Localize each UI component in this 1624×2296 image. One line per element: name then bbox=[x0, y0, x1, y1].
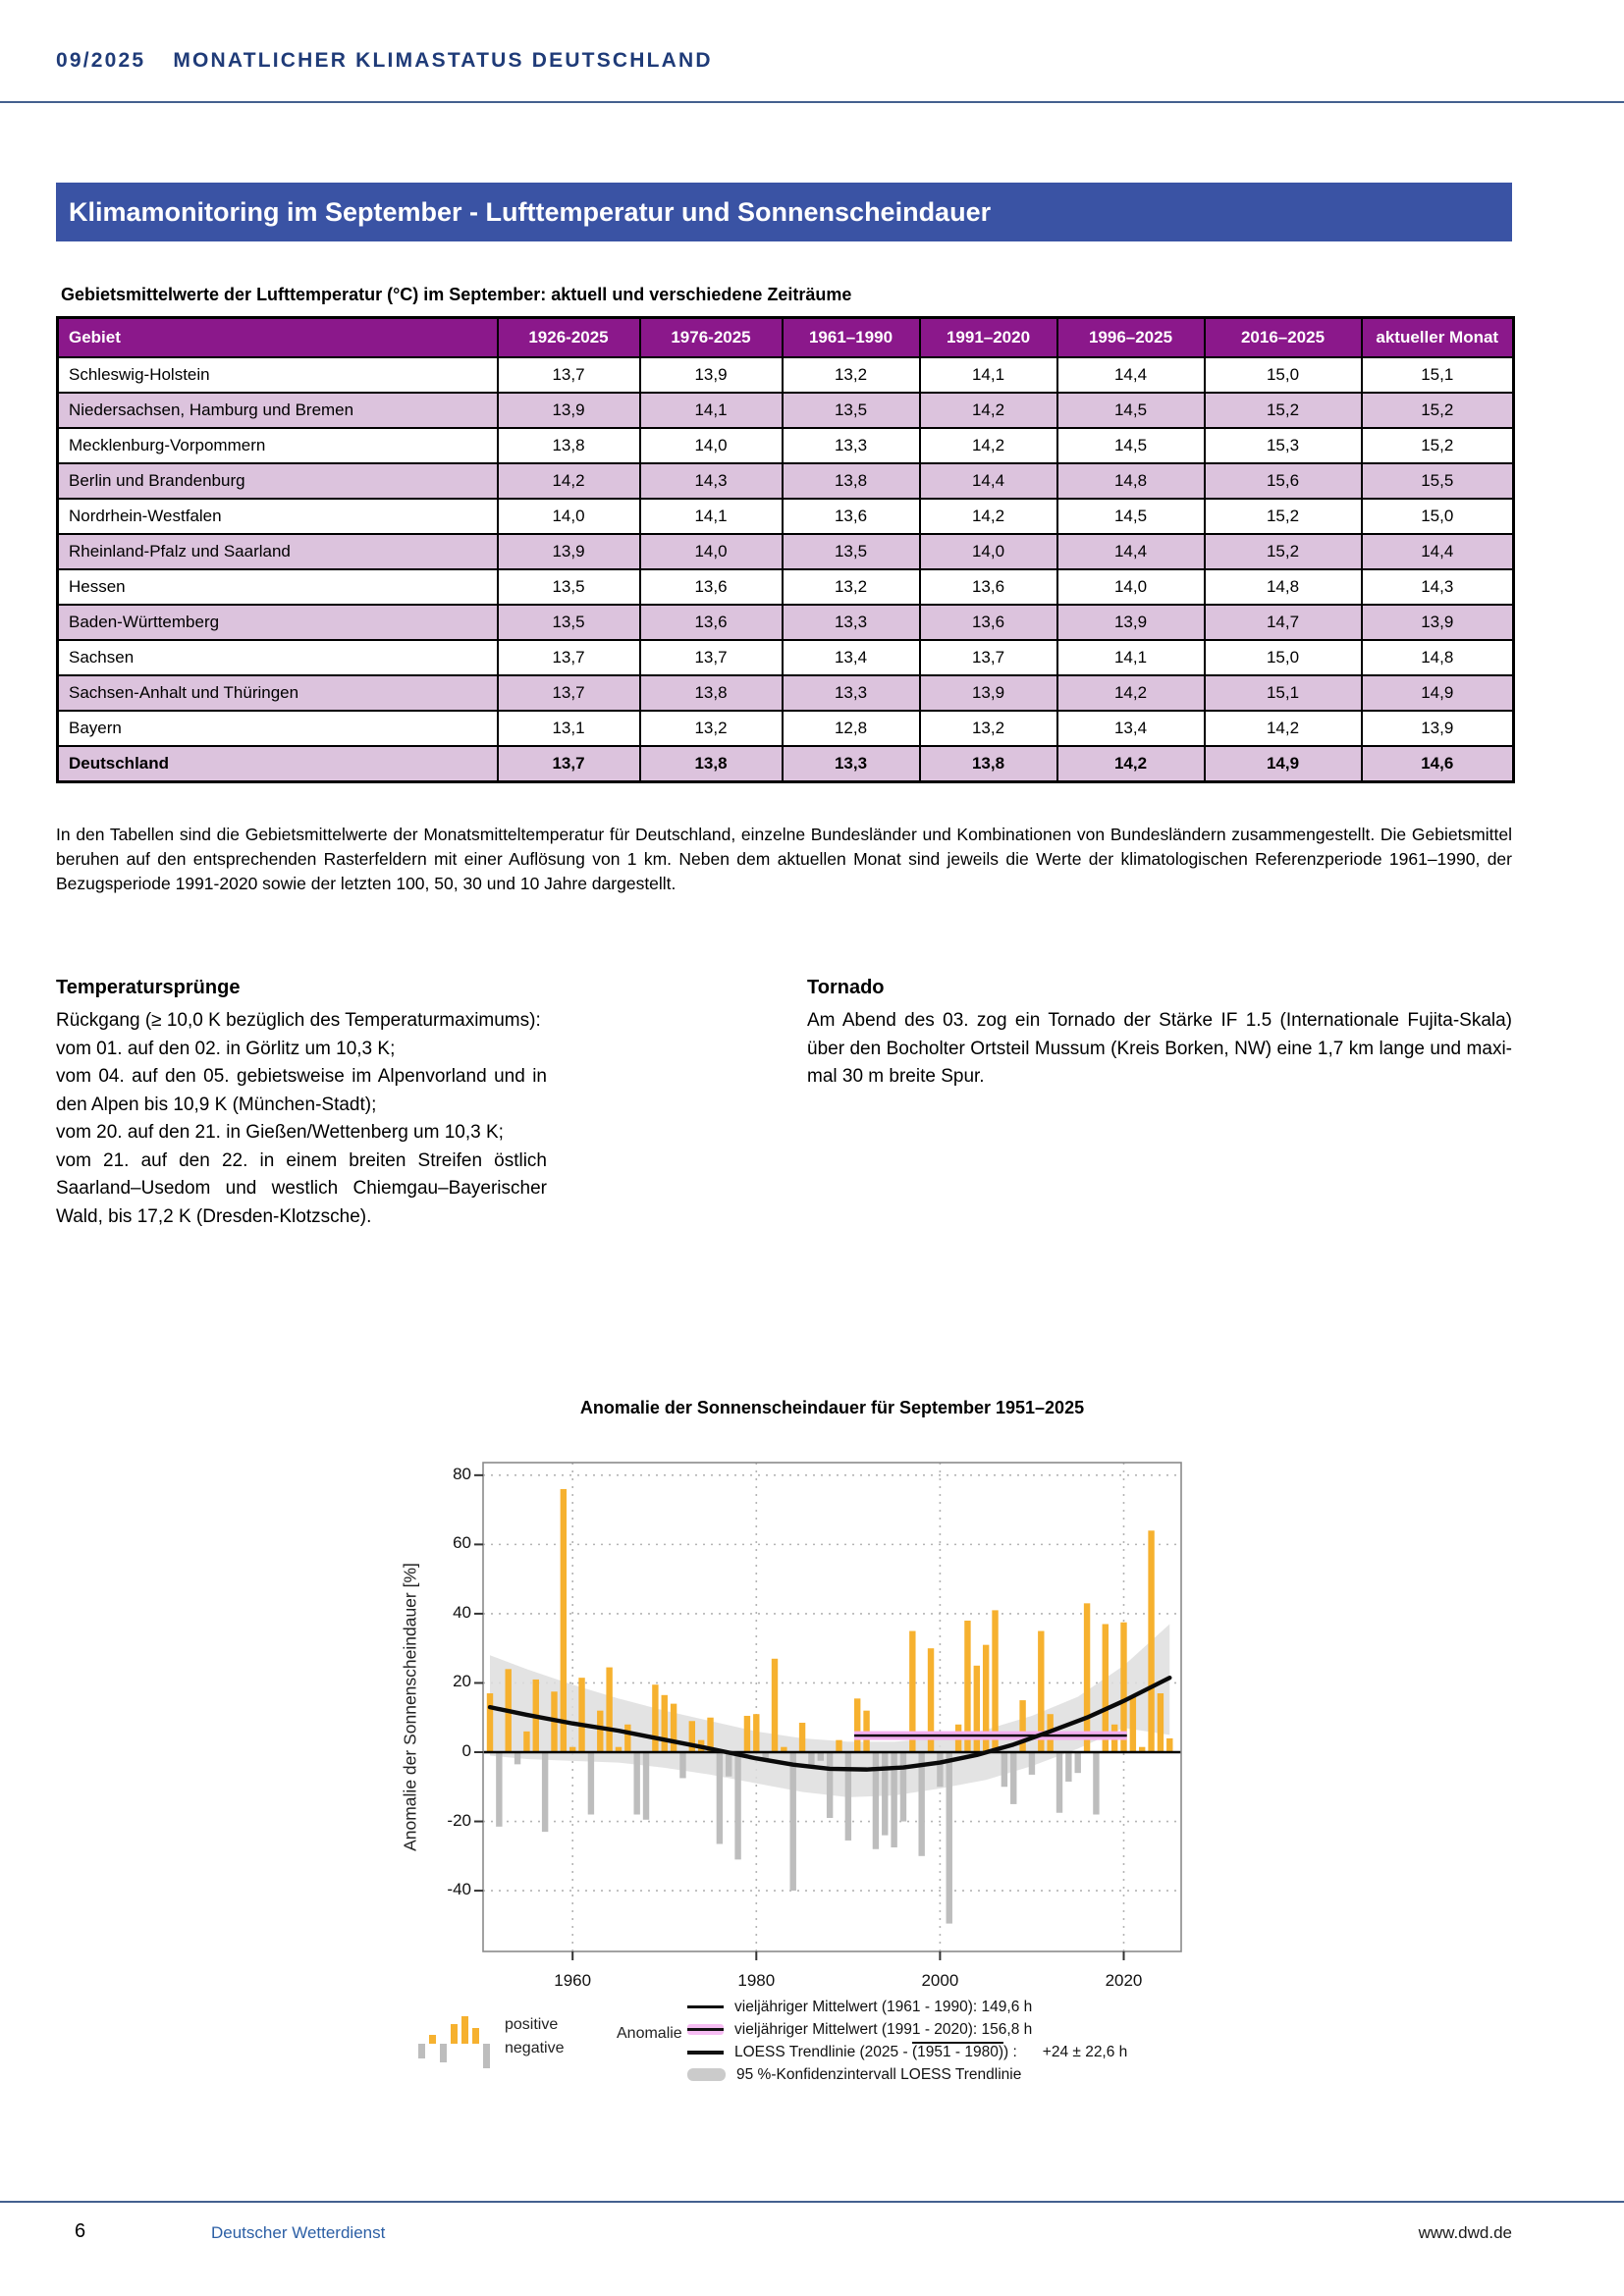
trend-value: +24 ± 22,6 h bbox=[1042, 2043, 1128, 2060]
temperature-value: 13,6 bbox=[920, 569, 1057, 605]
legend-label: vieljähriger Mittelwert (1991 - 2020): 156,8 h bbox=[734, 2020, 1033, 2038]
temperature-value: 14,0 bbox=[498, 499, 640, 534]
anomaly-bar-1963 bbox=[597, 1711, 603, 1752]
anomaly-negative-label: negative bbox=[505, 2040, 565, 2056]
column-header: 1926-2025 bbox=[498, 318, 640, 358]
anomaly-positive-label: positive bbox=[505, 2016, 559, 2033]
temperature-value: 13,8 bbox=[640, 746, 783, 782]
region-name: Baden-Württemberg bbox=[58, 605, 498, 640]
temperature-value: 13,9 bbox=[498, 534, 640, 569]
temperature-value: 14,8 bbox=[1205, 569, 1362, 605]
temperature-value: 14,7 bbox=[1205, 605, 1362, 640]
temperature-value: 13,7 bbox=[498, 640, 640, 675]
temperature-value: 14,0 bbox=[640, 428, 783, 463]
temperature-value: 13,2 bbox=[783, 569, 920, 605]
temperature-value: 13,9 bbox=[640, 357, 783, 393]
anomaly-bar-1987 bbox=[818, 1752, 824, 1761]
temperature-value: 14,1 bbox=[1057, 640, 1205, 675]
footer-website: www.dwd.de bbox=[1418, 2223, 1512, 2242]
temperature-value: 13,3 bbox=[783, 428, 920, 463]
temperature-value: 14,9 bbox=[1205, 746, 1362, 782]
anomaly-bar-2016 bbox=[1084, 1603, 1090, 1752]
temperature-value: 15,2 bbox=[1362, 428, 1514, 463]
y-tick-label: -20 bbox=[447, 1810, 471, 1830]
region-name: Sachsen bbox=[58, 640, 498, 675]
temperature-value: 13,5 bbox=[498, 569, 640, 605]
legend-item-mean-1991-2020 bbox=[687, 2018, 1127, 2041]
legend-item-mean-1961-1990 bbox=[687, 1996, 1127, 2018]
temperature-value: 14,2 bbox=[920, 499, 1057, 534]
temperature-jump-item: vom 20. auf den 21. in Gießen/Wettenberg um 10,3 K; bbox=[56, 1122, 504, 1143]
anomaly-bar-2025 bbox=[1166, 1738, 1172, 1752]
temperature-value: 13,9 bbox=[1362, 711, 1514, 746]
page-number: 6 bbox=[75, 2220, 86, 2242]
chart-y-axis-label: Anomalie der Sonnenscheindauer [%] bbox=[400, 1563, 420, 1851]
legend-item-loess-trend bbox=[687, 2041, 1127, 2063]
temperature-value: 15,0 bbox=[1205, 640, 1362, 675]
temperature-value: 13,4 bbox=[1057, 711, 1205, 746]
temperature-value: 14,4 bbox=[1057, 534, 1205, 569]
temperature-value: 13,6 bbox=[640, 605, 783, 640]
region-name: Niedersachsen, Hamburg und Bremen bbox=[58, 393, 498, 428]
legend-label: LOESS Trendlinie (2025 - (1951 - 1980)) : +24 ± 22,6 h bbox=[734, 2043, 1128, 2060]
anomaly-bar-1976 bbox=[717, 1752, 723, 1843]
legend-item-confidence-band bbox=[687, 2063, 1127, 2086]
temperature-value: 13,3 bbox=[783, 675, 920, 711]
section-title: Klimamonitoring im September - Lufttemperatur und Sonnenscheindauer bbox=[69, 197, 992, 227]
anomaly-bar-1979 bbox=[744, 1716, 750, 1752]
temperature-value: 14,4 bbox=[1362, 534, 1514, 569]
y-tick-label: 0 bbox=[461, 1741, 471, 1760]
anomaly-bar-2000 bbox=[937, 1752, 943, 1787]
temperature-value: 13,7 bbox=[920, 640, 1057, 675]
anomaly-bar-2014 bbox=[1065, 1752, 1071, 1782]
temperature-value: 14,4 bbox=[1057, 357, 1205, 393]
region-name: Schleswig-Holstein bbox=[58, 357, 498, 393]
anomaly-bar-1977 bbox=[726, 1752, 731, 1777]
region-name: Sachsen-Anhalt und Thüringen bbox=[58, 675, 498, 711]
anomaly-bar-1954 bbox=[514, 1752, 520, 1764]
temperature-value: 13,3 bbox=[783, 746, 920, 782]
anomaly-bar-1994 bbox=[882, 1752, 888, 1836]
temperature-value: 14,0 bbox=[920, 534, 1057, 569]
temperature-value: 15,1 bbox=[1205, 675, 1362, 711]
column-header: 1996–2025 bbox=[1057, 318, 1205, 358]
temperature-value: 13,4 bbox=[783, 640, 920, 675]
temperature-value: 15,2 bbox=[1205, 534, 1362, 569]
temperature-value: 13,5 bbox=[783, 534, 920, 569]
temperature-value: 13,2 bbox=[783, 357, 920, 393]
temperature-value: 13,7 bbox=[498, 746, 640, 782]
temperature-value: 14,8 bbox=[1057, 463, 1205, 499]
temperature-jump-item: vom 04. auf den 05. gebietsweise im Alpenvorland und in den Alpen bis 10,9 K (München-Stadt); bbox=[56, 1066, 547, 1115]
temperature-value: 14,6 bbox=[1362, 746, 1514, 782]
temperature-value: 14,8 bbox=[1362, 640, 1514, 675]
anomaly-key-title: Anomalie bbox=[617, 2025, 682, 2042]
temperature-value: 14,5 bbox=[1057, 393, 1205, 428]
temperature-value: 14,9 bbox=[1362, 675, 1514, 711]
temperature-value: 15,1 bbox=[1362, 357, 1514, 393]
temperature-value: 14,2 bbox=[920, 393, 1057, 428]
anomaly-bar-2006 bbox=[992, 1610, 998, 1752]
anomaly-bar-2015 bbox=[1075, 1752, 1081, 1773]
temperature-value: 13,6 bbox=[640, 569, 783, 605]
column-header: 1976-2025 bbox=[640, 318, 783, 358]
legend-label: 95 %-Konfidenzintervall LOESS Trendlinie bbox=[736, 2065, 1022, 2083]
column-header: Gebiet bbox=[58, 318, 498, 358]
table-title: Gebietsmittelwerte der Lufttemperatur (°C) im September: aktuell und verschiedene Zeiträume bbox=[61, 285, 852, 304]
x-tick-label: 2000 bbox=[921, 1971, 959, 1990]
anomaly-bar-1966 bbox=[624, 1725, 630, 1752]
region-name: Mecklenburg-Vorpommern bbox=[58, 428, 498, 463]
anomaly-bar-1968 bbox=[643, 1752, 649, 1820]
temperature-value: 14,2 bbox=[1057, 746, 1205, 782]
temperature-value: 15,6 bbox=[1205, 463, 1362, 499]
temperature-value: 14,2 bbox=[1205, 711, 1362, 746]
column-header: 1961–1990 bbox=[783, 318, 920, 358]
temperature-value: 15,3 bbox=[1205, 428, 1362, 463]
anomaly-legend-icon bbox=[416, 2004, 499, 2081]
mean-1991-2020-line-icon bbox=[687, 2024, 724, 2035]
tornado-body: Am Abend des 03. zog ein Tornado der Stärke IF 1.5 (Internationale Fujita-Skala) über den Bocholter Ortsteil Mussum (Kreis Borken, NW) eine 1,7 km lange und maximal 30 m breite Spur. bbox=[807, 1010, 1512, 1087]
temperature-value: 14,3 bbox=[1362, 569, 1514, 605]
anomaly-bar-1982 bbox=[772, 1659, 778, 1752]
anomaly-key-labels bbox=[505, 2013, 565, 2060]
anomaly-bar-1985 bbox=[799, 1723, 805, 1752]
anomaly-bar-1980 bbox=[753, 1714, 759, 1752]
temperature-value: 13,5 bbox=[498, 605, 640, 640]
x-tick-label: 1980 bbox=[737, 1971, 776, 1990]
region-name: Bayern bbox=[58, 711, 498, 746]
y-tick-label: 20 bbox=[453, 1672, 471, 1691]
temperature-value: 14,4 bbox=[920, 463, 1057, 499]
anomaly-bar-2021 bbox=[1130, 1697, 1136, 1752]
temperature-value: 15,2 bbox=[1205, 499, 1362, 534]
temperature-value: 14,2 bbox=[1057, 675, 1205, 711]
table-description: In den Tabellen sind die Gebietsmittelwerte der Monatsmitteltemperatur für Deutschland, einzelne Bundesländer und Kombinationen von Bundesländern zusammengestellt. Die Gebietsmittel beruhen auf den entsprechenden Rasterfeldern mit einer Auflösung von 1 km. Neben dem aktuellen Monat sind jeweils die Werte der klimatologischen Referenzperiode 1961–1990, der Bezugsperiode 1991-2020 sowie der letzten 100, 50, 30 und 10 Jahre dargestellt. bbox=[56, 825, 1512, 893]
temperature-value: 13,8 bbox=[920, 746, 1057, 782]
temperature-value: 13,9 bbox=[498, 393, 640, 428]
temperature-value: 13,7 bbox=[498, 675, 640, 711]
column-header: 2016–2025 bbox=[1205, 318, 1362, 358]
temperature-value: 13,7 bbox=[640, 640, 783, 675]
temperature-value: 13,3 bbox=[783, 605, 920, 640]
anomaly-bar-1978 bbox=[734, 1752, 740, 1859]
anomaly-bar-1971 bbox=[671, 1704, 677, 1752]
anomaly-bar-1967 bbox=[633, 1752, 639, 1814]
anomaly-bar-1970 bbox=[662, 1695, 668, 1752]
temperature-value: 14,3 bbox=[640, 463, 783, 499]
temperature-value: 13,8 bbox=[783, 463, 920, 499]
temperature-value: 13,6 bbox=[783, 499, 920, 534]
anomaly-bar-1986 bbox=[808, 1752, 814, 1766]
temperature-jump-item: vom 21. auf den 22. in einem breiten Streifen östlich Saarland–Usedom und westlich Chiemgau–Bayerischer Wald, bis 17,2 K (Dresden-Klotzsche). bbox=[56, 1149, 547, 1227]
anomaly-bar-1957 bbox=[542, 1752, 548, 1832]
y-tick-label: 40 bbox=[453, 1602, 471, 1622]
x-tick-label: 2020 bbox=[1105, 1971, 1143, 1990]
region-name: Deutschland bbox=[58, 746, 498, 782]
anomaly-bar-1972 bbox=[679, 1752, 685, 1778]
temperature-value: 14,0 bbox=[1057, 569, 1205, 605]
anomaly-bar-1969 bbox=[652, 1684, 658, 1752]
temperature-value: 13,1 bbox=[498, 711, 640, 746]
chart-legend bbox=[687, 1996, 1127, 2086]
mean-1961-1990-line-icon bbox=[687, 2005, 724, 2008]
region-name: Hessen bbox=[58, 569, 498, 605]
temperature-value: 14,1 bbox=[640, 393, 783, 428]
temperature-value: 14,1 bbox=[920, 357, 1057, 393]
region-name: Nordrhein-Westfalen bbox=[58, 499, 498, 534]
temperature-value: 13,7 bbox=[498, 357, 640, 393]
temperature-value: 12,8 bbox=[783, 711, 920, 746]
anomaly-bar-1988 bbox=[827, 1752, 833, 1818]
temperature-value: 13,8 bbox=[640, 675, 783, 711]
temperature-jump-item: Rückgang (≥ 10,0 K bezüglich des Temperaturmaximums): bbox=[56, 1010, 541, 1031]
anomaly-bar-2010 bbox=[1029, 1752, 1035, 1775]
temperature-jump-item: vom 01. auf den 02. in Görlitz um 10,3 K; bbox=[56, 1038, 396, 1059]
anomaly-bar-1951 bbox=[487, 1693, 493, 1752]
temperature-value: 15,0 bbox=[1362, 499, 1514, 534]
legend-label: vieljähriger Mittelwert (1961 - 1990): 149,6 h bbox=[734, 1998, 1033, 2015]
confidence-band-icon bbox=[687, 2068, 726, 2081]
footer-organization: Deutscher Wetterdienst bbox=[211, 2223, 386, 2242]
temperature-value: 13,9 bbox=[1057, 605, 1205, 640]
temperature-value: 14,5 bbox=[1057, 499, 1205, 534]
anomaly-bar-1955 bbox=[523, 1732, 529, 1752]
anomaly-bar-1952 bbox=[496, 1752, 502, 1827]
region-name: Berlin und Brandenburg bbox=[58, 463, 498, 499]
anomaly-bar-2017 bbox=[1093, 1752, 1099, 1814]
anomaly-bar-2024 bbox=[1158, 1693, 1164, 1752]
y-tick-label: 80 bbox=[453, 1464, 471, 1483]
region-name: Rheinland-Pfalz und Saarland bbox=[58, 534, 498, 569]
anomaly-bar-1961 bbox=[578, 1678, 584, 1752]
anomaly-bar-2009 bbox=[1019, 1700, 1025, 1752]
anomaly-bar-2007 bbox=[1001, 1752, 1007, 1787]
chart-title: Anomalie der Sonnenscheindauer für September 1951–2025 bbox=[579, 1398, 1085, 1417]
anomaly-bar-2023 bbox=[1148, 1530, 1154, 1752]
temperature-value: 15,5 bbox=[1362, 463, 1514, 499]
temperature-value: 15,2 bbox=[1205, 393, 1362, 428]
anomaly-bar-1962 bbox=[588, 1752, 594, 1814]
tornado-heading: Tornado bbox=[807, 977, 885, 998]
temperature-value: 13,9 bbox=[920, 675, 1057, 711]
temperature-value: 14,2 bbox=[920, 428, 1057, 463]
issue-number: 09/2025 bbox=[56, 49, 146, 72]
column-header: 1991–2020 bbox=[920, 318, 1057, 358]
temperature-jumps-heading: Temperatursprünge bbox=[56, 977, 241, 998]
temperature-value: 13,2 bbox=[920, 711, 1057, 746]
anomaly-bar-2013 bbox=[1056, 1752, 1062, 1813]
column-header: aktueller Monat bbox=[1362, 318, 1514, 358]
y-tick-label: -40 bbox=[447, 1880, 471, 1899]
anomaly-bar-2001 bbox=[947, 1752, 952, 1924]
anomaly-bar-2008 bbox=[1010, 1752, 1016, 1804]
temperature-value: 15,0 bbox=[1205, 357, 1362, 393]
anomaly-bar-1964 bbox=[606, 1668, 612, 1752]
anomaly-bar-1998 bbox=[918, 1752, 924, 1856]
temperature-value: 13,2 bbox=[640, 711, 783, 746]
temperature-value: 14,1 bbox=[640, 499, 783, 534]
temperature-value: 13,9 bbox=[1362, 605, 1514, 640]
anomaly-bar-1989 bbox=[836, 1740, 841, 1752]
anomaly-bar-1990 bbox=[845, 1752, 851, 1841]
temperature-value: 14,5 bbox=[1057, 428, 1205, 463]
report-title: MONATLICHER KLIMASTATUS DEUTSCHLAND bbox=[173, 49, 713, 72]
x-tick-label: 1960 bbox=[554, 1971, 592, 1990]
y-tick-label: 60 bbox=[453, 1533, 471, 1553]
temperature-value: 14,2 bbox=[498, 463, 640, 499]
anomaly-bar-1984 bbox=[790, 1752, 796, 1891]
temperature-value: 15,2 bbox=[1362, 393, 1514, 428]
footer-rule bbox=[0, 2201, 1624, 2203]
temperature-value: 13,5 bbox=[783, 393, 920, 428]
temperature-value: 13,8 bbox=[498, 428, 640, 463]
anomaly-bar-1991 bbox=[854, 1698, 860, 1752]
anomaly-bar-1959 bbox=[561, 1489, 567, 1752]
anomaly-bar-1996 bbox=[900, 1752, 906, 1822]
temperature-value: 13,6 bbox=[920, 605, 1057, 640]
temperature-value: 14,0 bbox=[640, 534, 783, 569]
loess-trend-line-icon bbox=[687, 2051, 724, 2055]
